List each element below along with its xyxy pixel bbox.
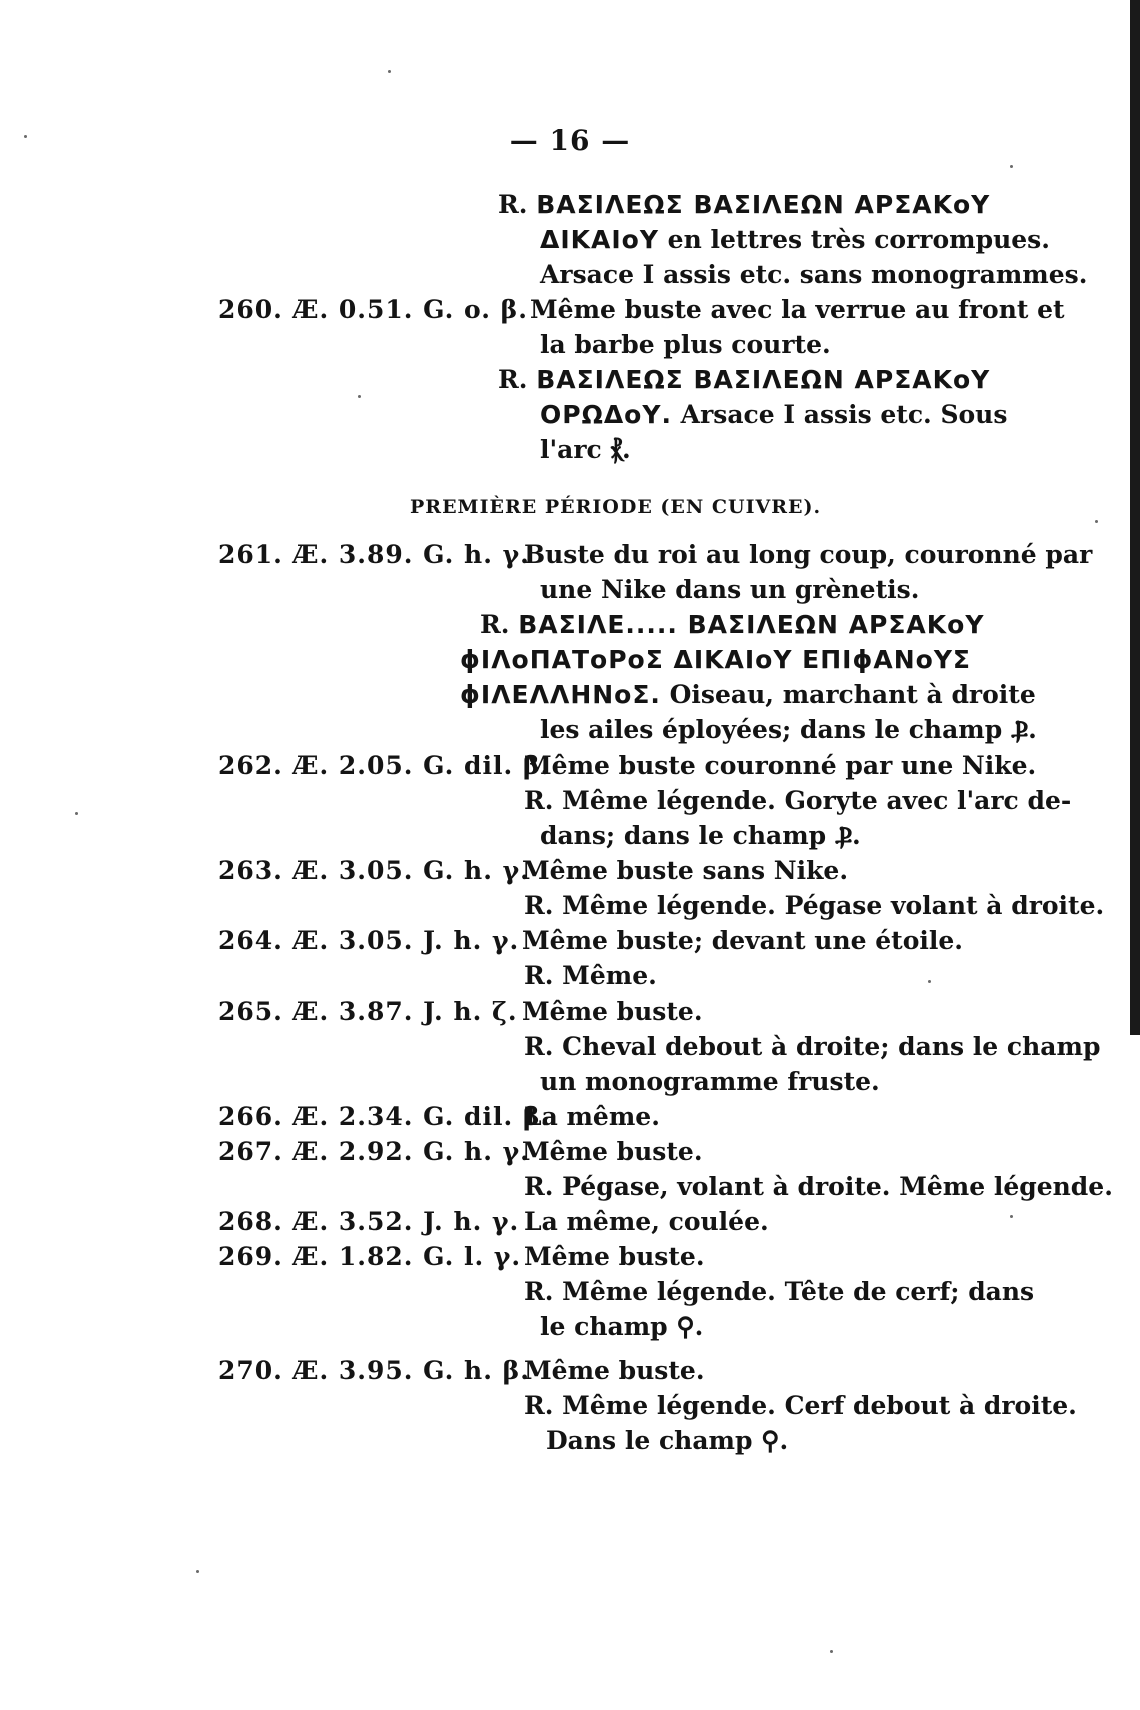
obverse-line: Même buste. <box>524 1242 705 1271</box>
scan-speck <box>928 980 931 983</box>
reverse-line: dans; dans le champ Ⳁ. <box>540 821 861 850</box>
greek-legend: ΒΑΣΙΛΕΩΣ ΒΑΣΙΛΕΩΝ ΑΡΣΑΚοΥ <box>536 365 991 394</box>
obverse-line: une Nike dans un grènetis. <box>540 575 920 604</box>
reverse-prefix: R. <box>480 610 510 639</box>
reverse-line <box>498 364 990 396</box>
reverse-line: R. Même. <box>524 961 657 990</box>
scan-speck <box>1095 520 1098 523</box>
obverse-line: Même buste. <box>524 1356 705 1385</box>
entry-number: 265. Æ. 3.87. J. h. ζ. <box>218 997 518 1026</box>
obverse-line: Même buste couronné par une Nike. <box>524 751 1037 780</box>
greek-legend: ΔΙΚΑΙοΥ <box>540 225 659 254</box>
entry-number: 264. Æ. 3.05. J. h. γ. <box>218 926 520 955</box>
section-title: PREMIÈRE PÉRIODE (EN CUIVRE). <box>410 496 822 518</box>
obverse-line: La même, coulée. <box>524 1207 769 1236</box>
reverse-line: un monogramme fruste. <box>540 1067 880 1096</box>
description-text: en lettres très corrompues. <box>667 225 1050 254</box>
entry-number: 262. Æ. 2.05. G. dil. β. <box>218 751 551 780</box>
scan-speck <box>75 812 78 815</box>
greek-legend: ϕΙΛοΠΑΤοΡοΣ ΔΙΚΑΙοΥ ΕΠΙϕΑΝοΥΣ <box>460 645 972 674</box>
scan-speck <box>358 395 361 398</box>
scan-speck <box>388 70 391 73</box>
entry-number: 260. Æ. 0.51. G. o. β. <box>218 295 528 324</box>
description-text: Oiseau, marchant à droite <box>669 680 1036 709</box>
entry-number: 268. Æ. 3.52. J. h. γ. <box>218 1207 520 1236</box>
reverse-line: R. Même légende. Pégase volant à droite. <box>524 891 1105 920</box>
reverse-line: R. Cheval debout à droite; dans le champ <box>524 1032 1101 1061</box>
reverse-line <box>498 189 990 221</box>
obverse-line: Même buste. <box>522 997 703 1026</box>
reverse-line: R. Même légende. Goryte avec l'arc de- <box>524 786 1072 815</box>
reverse-line <box>460 644 971 676</box>
obverse-line: la barbe plus courte. <box>540 330 831 359</box>
entry-number: 269. Æ. 1.82. G. l. γ. <box>218 1242 522 1271</box>
reverse-line: R. Pégase, volant à droite. Même légende. <box>524 1172 1113 1201</box>
greek-legend: ϕΙΛΕΛΛΗΝοΣ. <box>460 680 661 709</box>
reverse-line <box>540 399 1007 431</box>
obverse-line: Même buste avec la verrue au front et <box>530 295 1065 324</box>
reverse-line: R. Même légende. Tête de cerf; dans <box>524 1277 1035 1306</box>
obverse-line: Même buste. <box>522 1137 703 1166</box>
scan-speck <box>1010 165 1013 168</box>
reverse-prefix: R. <box>498 365 528 394</box>
scan-speck <box>196 1570 199 1573</box>
obverse-line: Même buste; devant une étoile. <box>522 926 963 955</box>
entry-number: 263. Æ. 3.05. G. h. γ. <box>218 856 530 885</box>
entry-number: 267. Æ. 2.92. G. h. γ. <box>218 1137 530 1166</box>
greek-legend: ΒΑΣΙΛΕΩΣ ΒΑΣΙΛΕΩΝ ΑΡΣΑΚοΥ <box>536 190 991 219</box>
scan-speck <box>830 1650 833 1653</box>
description-text: Arsace I assis etc. Sous <box>680 400 1008 429</box>
reverse-line: le champ ⚲. <box>540 1312 704 1341</box>
reverse-line <box>480 609 984 641</box>
page-number: — 16 — <box>509 124 631 157</box>
entry-number: 270. Æ. 3.95. G. h. β. <box>218 1356 530 1385</box>
obverse-line: La même. <box>524 1102 660 1131</box>
reverse-line: les ailes éployées; dans le champ Ⳁ. <box>540 715 1037 744</box>
entry-number: 261. Æ. 3.89. G. h. γ. <box>218 540 530 569</box>
reverse-line <box>460 679 1036 711</box>
scan-speck <box>1010 1215 1013 1218</box>
reverse-line: Arsace I assis etc. sans monogrammes. <box>540 260 1088 289</box>
entry-number: 266. Æ. 2.34. G. dil. β. <box>218 1102 551 1131</box>
reverse-line: Dans le champ ⚲. <box>546 1426 789 1455</box>
obverse-line: Buste du roi au long coup, couronné par <box>524 540 1093 569</box>
greek-legend: ΒΑΣΙΛΕ..... ΒΑΣΙΛΕΩΝ ΑΡΣΑΚοΥ <box>518 610 985 639</box>
obverse-line: Même buste sans Nike. <box>522 856 849 885</box>
reverse-prefix: R. <box>498 190 528 219</box>
reverse-line: R. Même légende. Cerf debout à droite. <box>524 1391 1077 1420</box>
reverse-line <box>540 224 1050 256</box>
reverse-line: l'arc ⳩. <box>540 435 631 464</box>
greek-legend: ΟΡΩΔοΥ. <box>540 400 672 429</box>
